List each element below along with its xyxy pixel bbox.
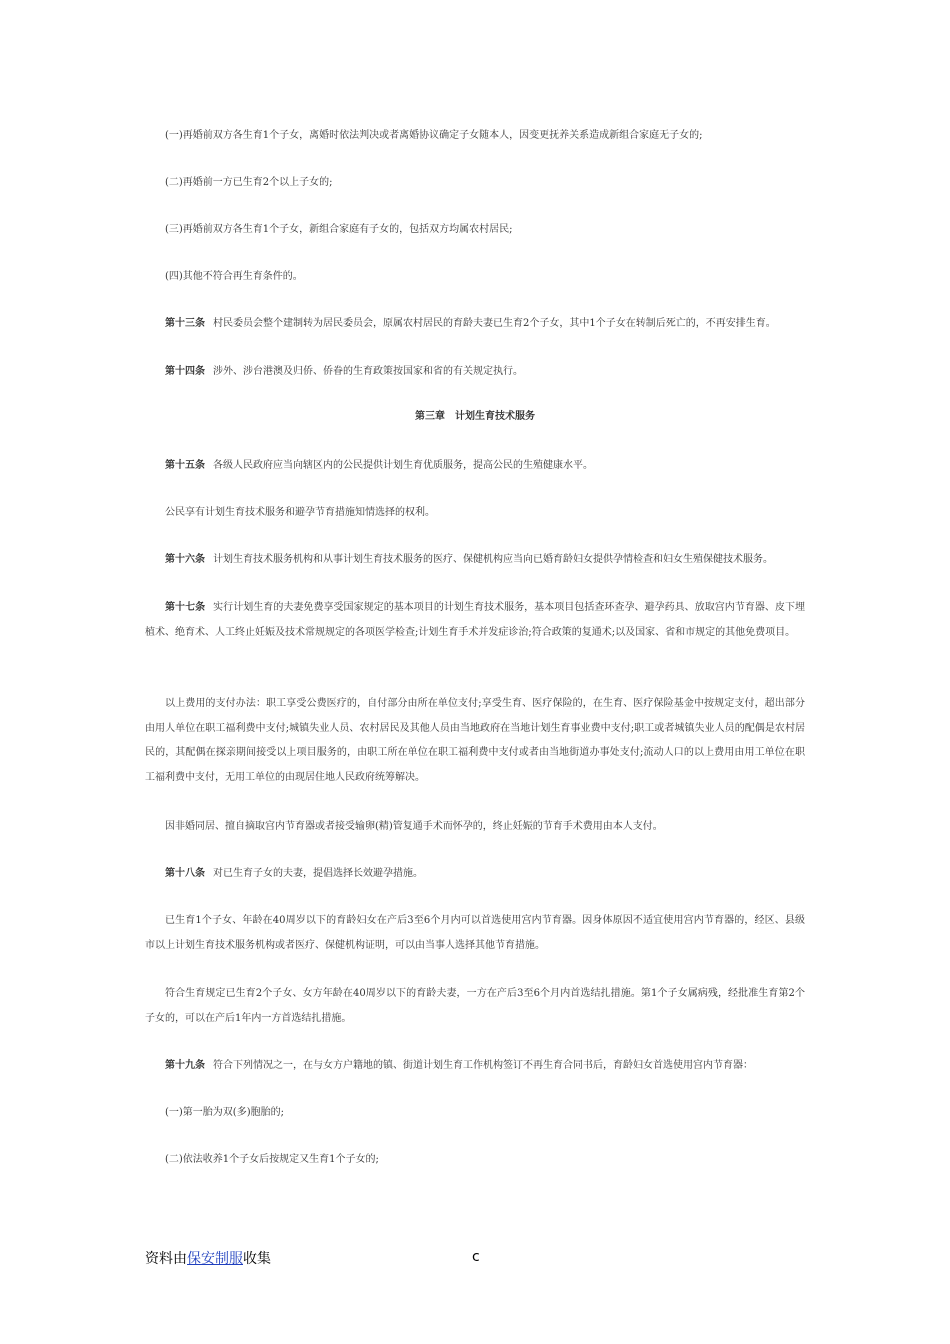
article-15: [145, 454, 805, 479]
article-18: [145, 862, 805, 887]
footer-credit: [145, 1248, 271, 1268]
footer-link[interactable]: 保安制服: [187, 1251, 243, 1267]
article-text: 涉外、涉台港澳及归侨、侨眷的生育政策按国家和省的有关规定执行。: [213, 366, 523, 377]
article-14: [145, 360, 805, 385]
chapter-heading: 第三章 计划生育技术服务: [415, 411, 535, 422]
article-text: 各级人民政府应当向辖区内的公民提供计划生育优质服务，提高公民的生殖健康水平。: [213, 460, 593, 471]
article-text: 村民委员会整个建制转为居民委员会，原属农村居民的育龄夫妻已生育2个子女，其中1个子女在转制后死亡的，不再安排生育。: [213, 318, 776, 329]
paragraph: 已生育1个子女、年龄在40周岁以下的育龄妇女在产后3至6个月内可以首选使用宫内节育器。因身体原因不适宜使用宫内节育器的，经区、县级市以上计划生育技术服务机构或者医疗、保健机构证明，可以由当事人选择其他节育措施。: [145, 915, 805, 951]
article-label: 第十三条: [165, 318, 205, 329]
paragraph: 符合生育规定已生育2个子女、女方年龄在40周岁以下的育龄夫妻，一方在产后3至6个月内首选结扎措施。第1个子女属病残，经批准生育第2个子女的，可以在产后1年内一方首选结扎措施。: [145, 988, 805, 1024]
article-label: 第十八条: [165, 868, 205, 879]
article-label: 第十九条: [165, 1060, 205, 1071]
article-text: 对已生育子女的夫妻，提倡选择长效避孕措施。: [213, 868, 423, 879]
article-19: [145, 1054, 805, 1079]
article-text: 符合下列情况之一，在与女方户籍地的镇、街道计划生育工作机构签订不再生育合同书后，育龄妇女首选使用宫内节育器：: [213, 1060, 753, 1071]
article-16: [145, 548, 805, 573]
article-label: 第十六条: [165, 554, 205, 565]
paragraph: (一)第一胎为双(多)胞胎的;: [165, 1107, 284, 1118]
article-label: 第十七条: [165, 602, 206, 613]
paragraph: 以上费用的支付办法：职工享受公费医疗的，自付部分由所在单位支付;享受生育、医疗保险的，在生育、医疗保险基金中按规定支付，超出部分由用人单位在职工福利费中支付;城镇失业人员、农村居民及其他人员由当地政府在当地计划生育事业费中支付;职工或者城镇失业人员的配偶是农村居民的，其配偶在探亲期间接受以上项目服务的，由职工所在单位在职工福利费中支付或者由当地街道办事处支付;流动人口的以上费用由用工单位在职工福利费中支付，无用工单位的由现居住地人民政府统筹解决。: [145, 698, 805, 783]
article-label: 第十五条: [165, 460, 205, 471]
paragraph: (四)其他不符合再生育条件的。: [165, 271, 303, 282]
footer-prefix: 资料由: [145, 1251, 187, 1267]
article-text: 实行计划生育的夫妻免费享受国家规定的基本项目的计划生育技术服务，基本项目包括查环查孕、避孕药具、放取宫内节育器、皮下埋植术、绝育术、人工终止妊娠及技术常规规定的各项医学检查;计划生育手术并发症诊治;符合政策的复通术;以及国家、省和市规定的其他免费项目。: [145, 602, 806, 638]
paragraph: (一)再婚前双方各生育1个子女，离婚时依法判决或者离婚协议确定子女随本人，因变更抚养关系造成新组合家庭无子女的;: [165, 130, 703, 141]
paragraph: 公民享有计划生育技术服务和避孕节育措施知情选择的权利。: [165, 507, 435, 518]
article-17: [145, 596, 805, 645]
paragraph: (三)再婚前双方各生育1个子女，新组合家庭有子女的，包括双方均属农村居民;: [165, 224, 513, 235]
article-label: 第十四条: [165, 366, 205, 377]
paragraph: (二)依法收养1个子女后按规定又生育1个子女的;: [165, 1154, 379, 1165]
paragraph: 因非婚同居、擅自摘取宫内节育器或者接受输卵(精)管复通手术而怀孕的，终止妊娠的节育手术费用由本人支付。: [165, 821, 663, 832]
footer-suffix: 收集: [243, 1251, 271, 1267]
article-13: [145, 312, 805, 337]
page-number: c: [472, 1249, 480, 1265]
article-text: 计划生育技术服务机构和从事计划生育技术服务的医疗、保健机构应当向已婚育龄妇女提供孕情检查和妇女生殖保健技术服务。: [213, 554, 773, 565]
paragraph: (二)再婚前一方已生育2个以上子女的;: [165, 177, 333, 188]
